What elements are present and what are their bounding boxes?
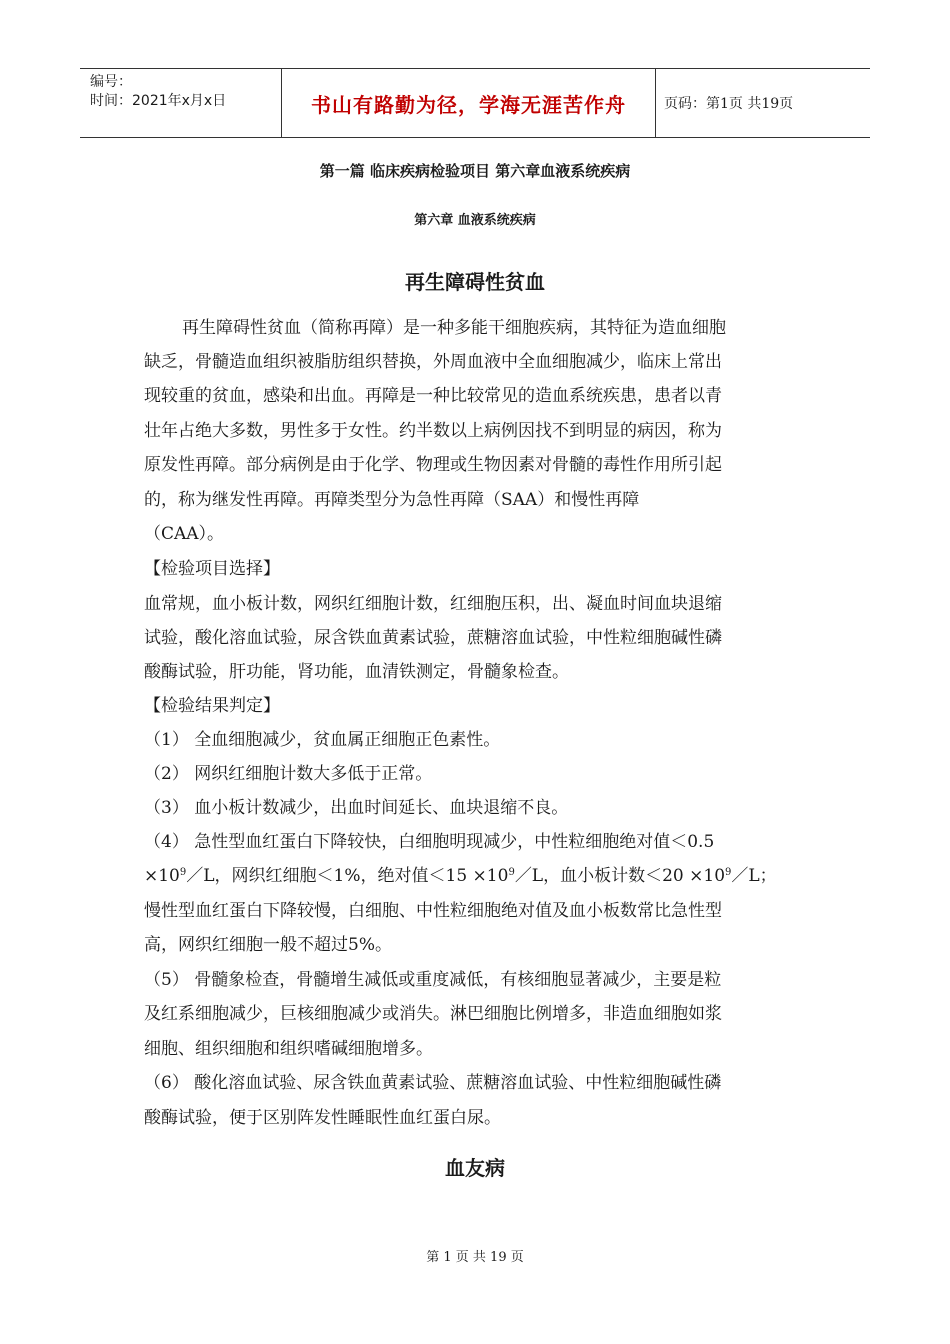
test-items-line: 血常规，血小板计数，网织红细胞计数，红细胞压积，出、凝血时间血块退缩 [144,594,722,614]
result-item-6-cont: 酸酶试验，便于区别阵发性睡眠性血红蛋白尿。 [144,1108,501,1128]
result-item-4: （4） 急性型血红蛋白下降较快，白细胞明现减少，中性粒细胞绝对值＜0.5 [144,832,715,852]
test-items-heading: 【检验项目选择】 [144,559,280,579]
intro-line: 缺乏，骨髓造血组织被脂肪组织替换，外周血液中全血细胞减少，临床上常出 [144,352,722,372]
result-item-5-cont: 及红系细胞减少，巨核细胞减少或消失。淋巴细胞比例增多，非造血细胞如浆 [144,1004,722,1024]
test-items-line: 试验，酸化溶血试验，尿含铁血黄素试验，蔗糖溶血试验，中性粒细胞碱性磷 [144,628,722,648]
header-left [80,69,281,137]
header-motto: 书山有路勤为径，学海无涯苦作舟 [281,69,656,137]
result-item-5: （5） 骨髓象检查，骨髓增生减低或重度减低，有核细胞显著减少，主要是粒 [144,970,722,990]
result-item-4-cont: 高，网织红细胞一般不超过5%。 [144,935,392,955]
result-item-3: （3） 血小板计数减少，出血时间延长、血块退缩不良。 [144,798,569,818]
intro-line: 现较重的贫血，感染和出血。再障是一种比较常见的造血系统疾患，患者以青 [144,386,722,406]
results-heading: 【检验结果判定】 [144,696,280,716]
intro-line: 的，称为继发性再障。再障类型分为急性再障（SAA）和慢性再障 [144,490,640,510]
result-item-2: （2） 网织红细胞计数大多低于正常。 [144,764,433,784]
chapter-title: 第六章 血液系统疾病 [414,213,536,228]
time-label: 时间：2021年x月x日 [90,93,227,109]
result-item-4-units: $\times 10^9/L$，网织红细胞＜1%，绝对值$<15 \times 10^9/L$，血小板计数$<20 \times 10^9/L$； [144,866,777,886]
section-title-aplastic-anemia: 再生障碍性贫血 [405,270,545,294]
intro-line: 壮年占绝大多数，男性多于女性。约半数以上病例因找不到明显的病因，称为 [144,421,722,441]
number-label: 编号： [90,74,132,90]
part-title: 第一篇 临床疾病检验项目 第六章血液系统疾病 [319,162,631,180]
result-item-4-cont: 慢性型血红蛋白下降较慢，白细胞、中性粒细胞绝对值及血小板数常比急性型 [144,901,722,921]
test-items-line: 酸酶试验，肝功能，肾功能，血清铁测定，骨髓象检查。 [144,662,569,682]
page-footer: 第 1 页 共 19 页 [426,1250,524,1265]
section-title-hemophilia: 血友病 [445,1156,505,1180]
intro-line: 再生障碍性贫血（简称再障）是一种多能干细胞疾病，其特征为造血细胞 [182,318,726,338]
result-item-5-cont: 细胞、组织细胞和组织嗜碱细胞增多。 [144,1039,433,1059]
intro-line: （CAA）。 [144,524,225,544]
intro-line: 原发性再障。部分病例是由于化学、物理或生物因素对骨髓的毒性作用所引起 [144,455,722,475]
result-item-1: （1） 全血细胞减少，贫血属正细胞正色素性。 [144,730,501,750]
page-header [80,68,870,138]
header-page-info: 页码：第1页 共19页 [664,96,794,112]
result-item-6: （6） 酸化溶血试验、尿含铁血黄素试验、蔗糖溶血试验、中性粒细胞碱性磷 [144,1073,722,1093]
